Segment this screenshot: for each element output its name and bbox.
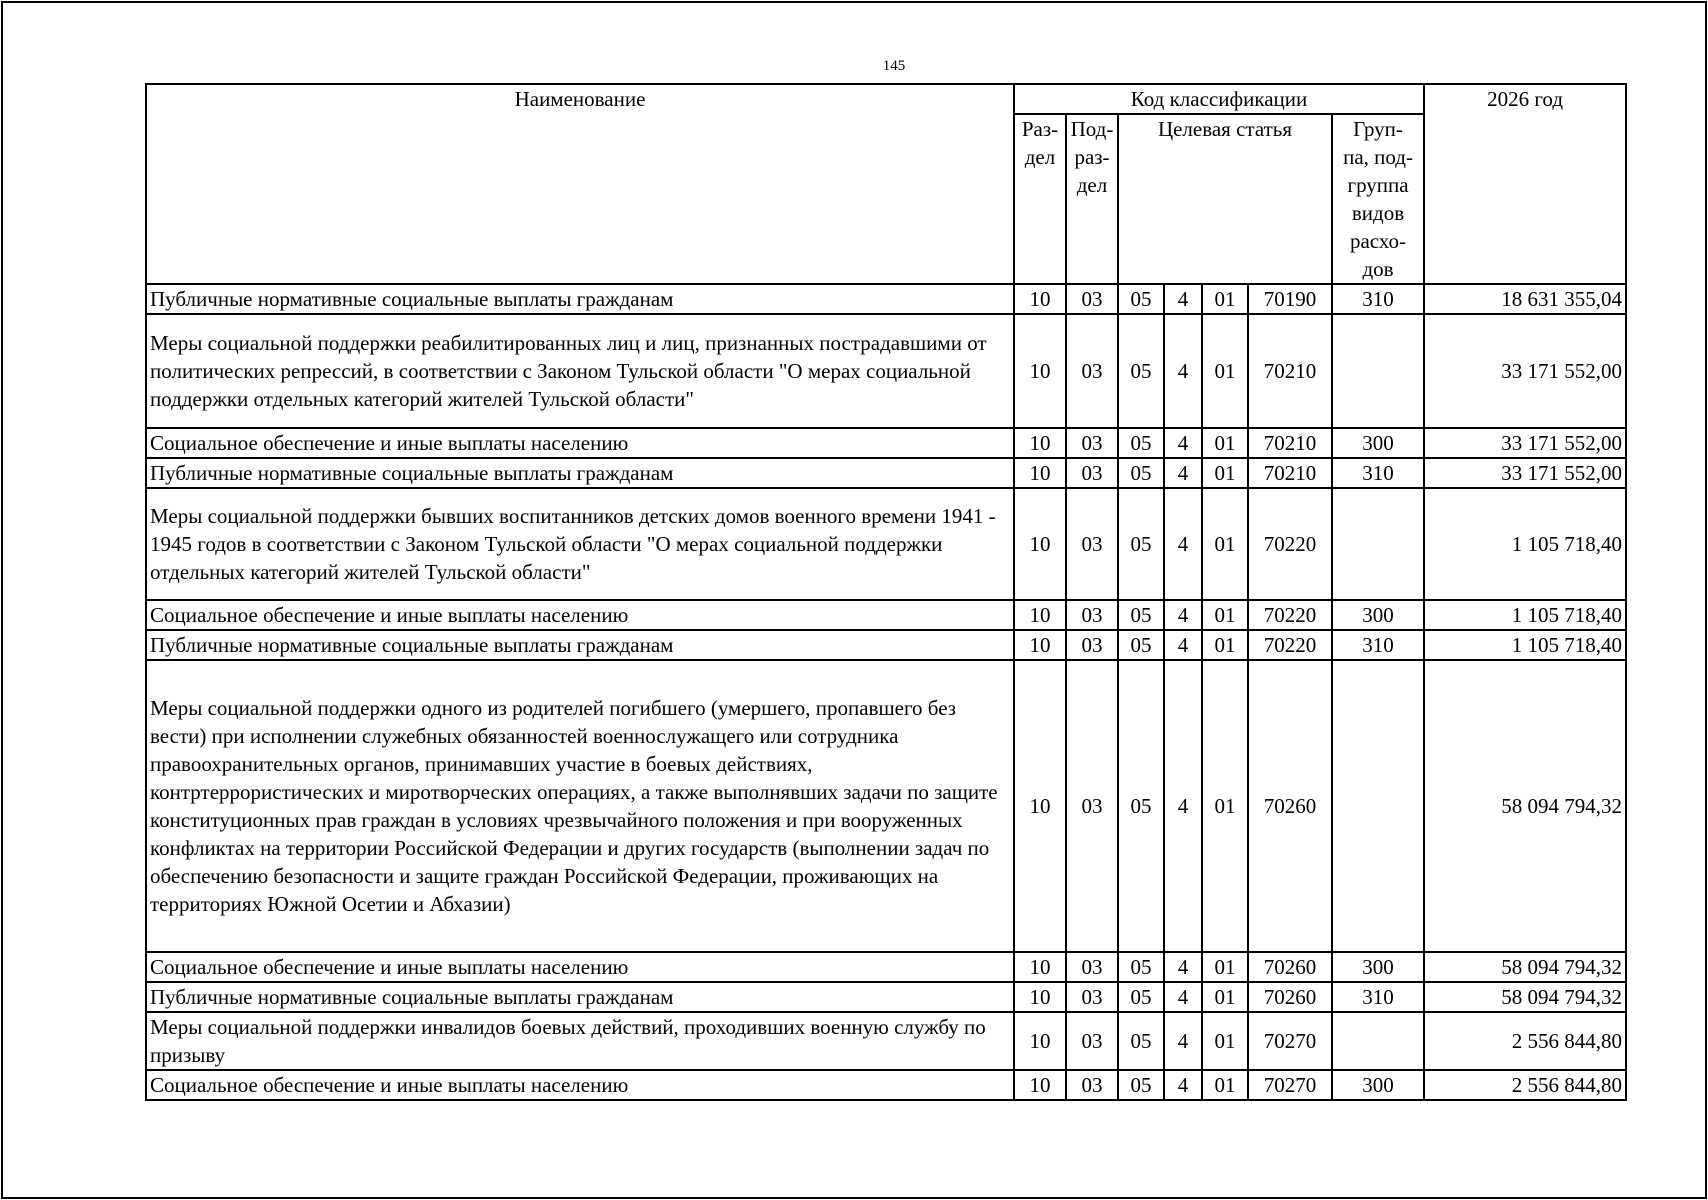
row-target-program: 05 bbox=[1118, 1070, 1164, 1100]
row-subsection: 03 bbox=[1066, 458, 1118, 488]
row-subsection: 03 bbox=[1066, 952, 1118, 982]
row-target-subprogram: 01 bbox=[1202, 630, 1248, 660]
row-target-subprogram: 01 bbox=[1202, 982, 1248, 1012]
row-name: Меры социальной поддержки одного из родителей погибшего (умершего, пропавшего без вести) при исполнении служебных обязанностей военнослужащего или сотрудника правоохранительных органов, принимавших участие в боевых действиях, контртеррористических и миротворческих операциях, а также выполнявших задачи по защите конституционных прав граждан в условиях чрезвычайного положения и при вооруженных конфликтах на территории Российской Федерации и других государств (выполнении задач по обеспечению безопасности и защите граждан Российской Федерации, проживающих на территориях Южной Осетии и Абхазии) bbox=[146, 660, 1014, 952]
row-target-direction: 70190 bbox=[1248, 284, 1332, 314]
row-expense-group: 300 bbox=[1332, 600, 1424, 630]
table-row bbox=[146, 600, 1626, 630]
row-amount: 58 094 794,32 bbox=[1424, 952, 1626, 982]
row-subsection: 03 bbox=[1066, 630, 1118, 660]
row-target-subprogram: 01 bbox=[1202, 428, 1248, 458]
header-section-label: Раз- дел bbox=[1021, 117, 1059, 169]
row-expense-group: 310 bbox=[1332, 982, 1424, 1012]
row-target-direction: 70220 bbox=[1248, 630, 1332, 660]
row-target-subprogram: 01 bbox=[1202, 660, 1248, 952]
row-subsection: 03 bbox=[1066, 284, 1118, 314]
row-amount: 2 556 844,80 bbox=[1424, 1070, 1626, 1100]
row-subsection: 03 bbox=[1066, 1012, 1118, 1070]
row-target-program: 05 bbox=[1118, 660, 1164, 952]
row-target-direction: 70210 bbox=[1248, 458, 1332, 488]
row-target-subprogram: 01 bbox=[1202, 458, 1248, 488]
table-row bbox=[146, 630, 1626, 660]
row-amount: 18 631 355,04 bbox=[1424, 284, 1626, 314]
table-row bbox=[146, 982, 1626, 1012]
row-subsection: 03 bbox=[1066, 660, 1118, 952]
row-target-type: 4 bbox=[1164, 982, 1202, 1012]
row-amount: 33 171 552,00 bbox=[1424, 428, 1626, 458]
row-target-program: 05 bbox=[1118, 630, 1164, 660]
row-section: 10 bbox=[1014, 428, 1066, 458]
row-amount: 1 105 718,40 bbox=[1424, 600, 1626, 630]
row-target-direction: 70260 bbox=[1248, 982, 1332, 1012]
row-section: 10 bbox=[1014, 488, 1066, 600]
header-subsection-label: Под- раз- дел bbox=[1070, 117, 1114, 197]
row-target-program: 05 bbox=[1118, 428, 1164, 458]
row-target-subprogram: 01 bbox=[1202, 600, 1248, 630]
row-subsection: 03 bbox=[1066, 488, 1118, 600]
row-name: Социальное обеспечение и иные выплаты населению bbox=[146, 600, 1014, 630]
budget-table bbox=[145, 83, 1627, 1101]
row-target-type: 4 bbox=[1164, 488, 1202, 600]
row-target-direction: 70220 bbox=[1248, 488, 1332, 600]
row-expense-group bbox=[1332, 488, 1424, 600]
row-expense-group bbox=[1332, 314, 1424, 428]
table-row bbox=[146, 314, 1626, 428]
row-target-program: 05 bbox=[1118, 458, 1164, 488]
row-amount: 58 094 794,32 bbox=[1424, 660, 1626, 952]
header-name: Наименование bbox=[146, 84, 1014, 284]
row-target-program: 05 bbox=[1118, 284, 1164, 314]
table-row bbox=[146, 428, 1626, 458]
row-section: 10 bbox=[1014, 982, 1066, 1012]
table-header bbox=[146, 84, 1626, 284]
row-target-program: 05 bbox=[1118, 314, 1164, 428]
row-subsection: 03 bbox=[1066, 428, 1118, 458]
table-row bbox=[146, 1070, 1626, 1100]
header-classification-code: Код классификации bbox=[1014, 84, 1424, 114]
row-target-direction: 70210 bbox=[1248, 314, 1332, 428]
row-target-type: 4 bbox=[1164, 1070, 1202, 1100]
row-target-type: 4 bbox=[1164, 284, 1202, 314]
row-name: Публичные нормативные социальные выплаты гражданам bbox=[146, 630, 1014, 660]
row-name: Публичные нормативные социальные выплаты гражданам bbox=[146, 284, 1014, 314]
row-target-direction: 70260 bbox=[1248, 952, 1332, 982]
row-subsection: 03 bbox=[1066, 314, 1118, 428]
row-target-direction: 70260 bbox=[1248, 660, 1332, 952]
row-target-program: 05 bbox=[1118, 1012, 1164, 1070]
header-expense-group bbox=[1332, 114, 1424, 284]
table-row bbox=[146, 660, 1626, 952]
row-name: Социальное обеспечение и иные выплаты населению bbox=[146, 428, 1014, 458]
row-amount: 1 105 718,40 bbox=[1424, 630, 1626, 660]
table-row bbox=[146, 952, 1626, 982]
row-name: Социальное обеспечение и иные выплаты населению bbox=[146, 1070, 1014, 1100]
row-target-program: 05 bbox=[1118, 488, 1164, 600]
header-subsection bbox=[1066, 114, 1118, 284]
table-row bbox=[146, 1012, 1626, 1070]
row-target-direction: 70270 bbox=[1248, 1070, 1332, 1100]
row-subsection: 03 bbox=[1066, 982, 1118, 1012]
page-number: 145 bbox=[882, 58, 906, 74]
row-expense-group: 300 bbox=[1332, 1070, 1424, 1100]
row-subsection: 03 bbox=[1066, 1070, 1118, 1100]
row-target-subprogram: 01 bbox=[1202, 488, 1248, 600]
row-section: 10 bbox=[1014, 314, 1066, 428]
row-target-type: 4 bbox=[1164, 428, 1202, 458]
row-name: Меры социальной поддержки бывших воспитанников детских домов военного времени 1941 - 1945 годов в соответствии с Законом Тульской области "О мерах социальной поддержки отдельных категорий жителей Тульской области" bbox=[146, 488, 1014, 600]
row-target-type: 4 bbox=[1164, 952, 1202, 982]
row-subsection: 03 bbox=[1066, 600, 1118, 630]
table-body bbox=[146, 284, 1626, 1100]
row-target-type: 4 bbox=[1164, 458, 1202, 488]
row-section: 10 bbox=[1014, 630, 1066, 660]
row-target-program: 05 bbox=[1118, 982, 1164, 1012]
table-row bbox=[146, 488, 1626, 600]
row-expense-group: 300 bbox=[1332, 428, 1424, 458]
row-section: 10 bbox=[1014, 1012, 1066, 1070]
row-target-subprogram: 01 bbox=[1202, 314, 1248, 428]
row-expense-group bbox=[1332, 1012, 1424, 1070]
row-expense-group: 310 bbox=[1332, 630, 1424, 660]
row-section: 10 bbox=[1014, 660, 1066, 952]
row-target-subprogram: 01 bbox=[1202, 1012, 1248, 1070]
row-target-subprogram: 01 bbox=[1202, 952, 1248, 982]
row-amount: 33 171 552,00 bbox=[1424, 458, 1626, 488]
row-section: 10 bbox=[1014, 1070, 1066, 1100]
row-section: 10 bbox=[1014, 284, 1066, 314]
row-amount: 1 105 718,40 bbox=[1424, 488, 1626, 600]
row-target-program: 05 bbox=[1118, 952, 1164, 982]
row-amount: 2 556 844,80 bbox=[1424, 1012, 1626, 1070]
row-name: Меры социальной поддержки инвалидов боевых действий, проходивших военную службу по призыву bbox=[146, 1012, 1014, 1070]
row-target-type: 4 bbox=[1164, 1012, 1202, 1070]
row-target-direction: 70270 bbox=[1248, 1012, 1332, 1070]
row-target-type: 4 bbox=[1164, 630, 1202, 660]
row-target-subprogram: 01 bbox=[1202, 284, 1248, 314]
row-target-direction: 70210 bbox=[1248, 428, 1332, 458]
row-name: Социальное обеспечение и иные выплаты населению bbox=[146, 952, 1014, 982]
row-target-type: 4 bbox=[1164, 314, 1202, 428]
row-amount: 58 094 794,32 bbox=[1424, 982, 1626, 1012]
row-section: 10 bbox=[1014, 600, 1066, 630]
row-target-direction: 70220 bbox=[1248, 600, 1332, 630]
row-expense-group: 310 bbox=[1332, 458, 1424, 488]
header-year: 2026 год bbox=[1424, 84, 1626, 284]
row-expense-group bbox=[1332, 660, 1424, 952]
header-expense-group-label: Груп- па, под- группа видов расхо- дов bbox=[1343, 117, 1413, 281]
row-target-subprogram: 01 bbox=[1202, 1070, 1248, 1100]
table-row bbox=[146, 284, 1626, 314]
row-name: Публичные нормативные социальные выплаты гражданам bbox=[146, 982, 1014, 1012]
row-section: 10 bbox=[1014, 458, 1066, 488]
row-expense-group: 310 bbox=[1332, 284, 1424, 314]
row-target-program: 05 bbox=[1118, 600, 1164, 630]
header-section bbox=[1014, 114, 1066, 284]
row-amount: 33 171 552,00 bbox=[1424, 314, 1626, 428]
row-expense-group: 300 bbox=[1332, 952, 1424, 982]
row-target-type: 4 bbox=[1164, 600, 1202, 630]
row-target-type: 4 bbox=[1164, 660, 1202, 952]
header-target-article: Целевая статья bbox=[1118, 114, 1332, 284]
row-name: Меры социальной поддержки реабилитированных лиц и лиц, признанных пострадавшими от политических репрессий, в соответствии с Законом Тульской области "О мерах социальной поддержки отдельных категорий жителей Тульской области" bbox=[146, 314, 1014, 428]
table-row bbox=[146, 458, 1626, 488]
row-section: 10 bbox=[1014, 952, 1066, 982]
row-name: Публичные нормативные социальные выплаты гражданам bbox=[146, 458, 1014, 488]
